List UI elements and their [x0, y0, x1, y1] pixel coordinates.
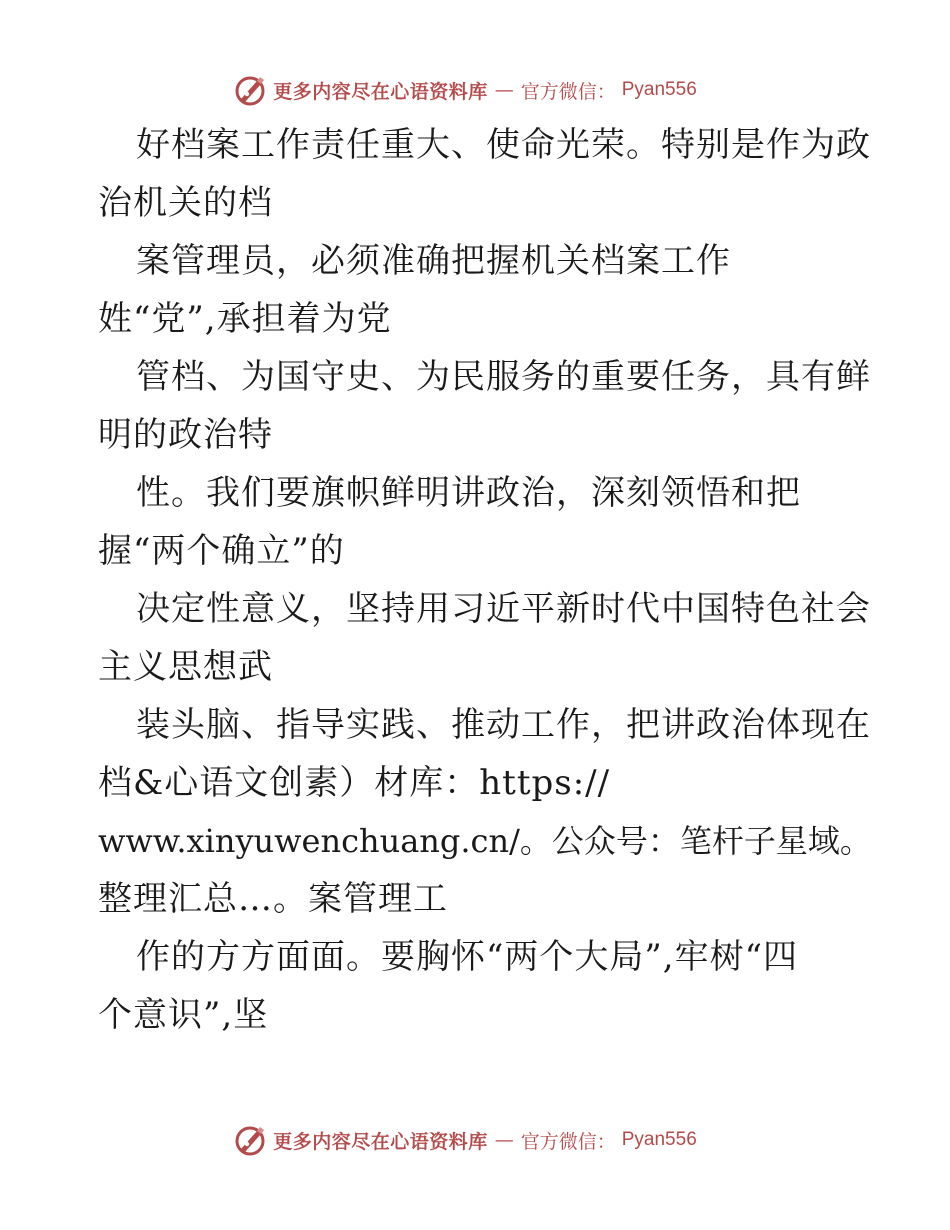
banner-wechat-label: 官方微信： — [520, 80, 616, 103]
body-line: 个意识”,坚 — [98, 995, 269, 1035]
document-body — [98, 116, 872, 1044]
banner-wechat-id: Pyan556 — [621, 1129, 697, 1150]
banner-main-text: 更多内容尽在心语资料库 — [273, 80, 488, 103]
banner-main-text: 更多内容尽在心语资料库 — [273, 1130, 488, 1153]
footer-banner-content — [233, 1123, 697, 1157]
body-line: 握“两个确立”的 — [98, 531, 345, 571]
footer-banner — [0, 1120, 950, 1160]
pen-circle-logo-icon — [233, 73, 267, 107]
body-line: 决定性意义，坚持用习近平新时代中国特色社会 — [136, 589, 871, 629]
body-line: 作的方方面面。要胸怀“两个大局”,牢树“四 — [136, 937, 798, 977]
body-line: 案管理员，必须准确把握机关档案工作 — [136, 241, 731, 281]
body-line: 主义思想武 — [98, 647, 273, 687]
body-line: 治机关的档 — [98, 183, 273, 223]
banner-wechat-label: 官方微信： — [520, 1130, 616, 1153]
body-line: 整理汇总…。案管理工 — [98, 879, 448, 919]
body-line: 档&心语文创素）材库：https:// — [98, 763, 611, 803]
banner-dash: — — [494, 1129, 514, 1151]
banner-wechat-id: Pyan556 — [621, 79, 697, 100]
body-line: 性。我们要旗帜鲜明讲政治，深刻领悟和把 — [136, 473, 801, 513]
body-line: 好档案工作责任重大、使命光荣。特别是作为政 — [136, 125, 871, 165]
header-banner — [0, 70, 950, 110]
pen-circle-logo-icon — [233, 1123, 267, 1157]
body-line: 装头脑、指导实践、推动工作，把讲政治体现在 — [136, 705, 871, 745]
body-line: www.xinyuwenchuang.cn/。公众号：笔杆子星域。 — [98, 822, 872, 860]
body-line: 管档、为国守史、为民服务的重要任务，具有鲜 — [136, 357, 871, 397]
body-line: 姓“党”,承担着为党 — [98, 299, 392, 339]
banner-dash: — — [494, 79, 514, 101]
body-line: 明的政治特 — [98, 415, 273, 455]
header-banner-content — [233, 73, 697, 107]
